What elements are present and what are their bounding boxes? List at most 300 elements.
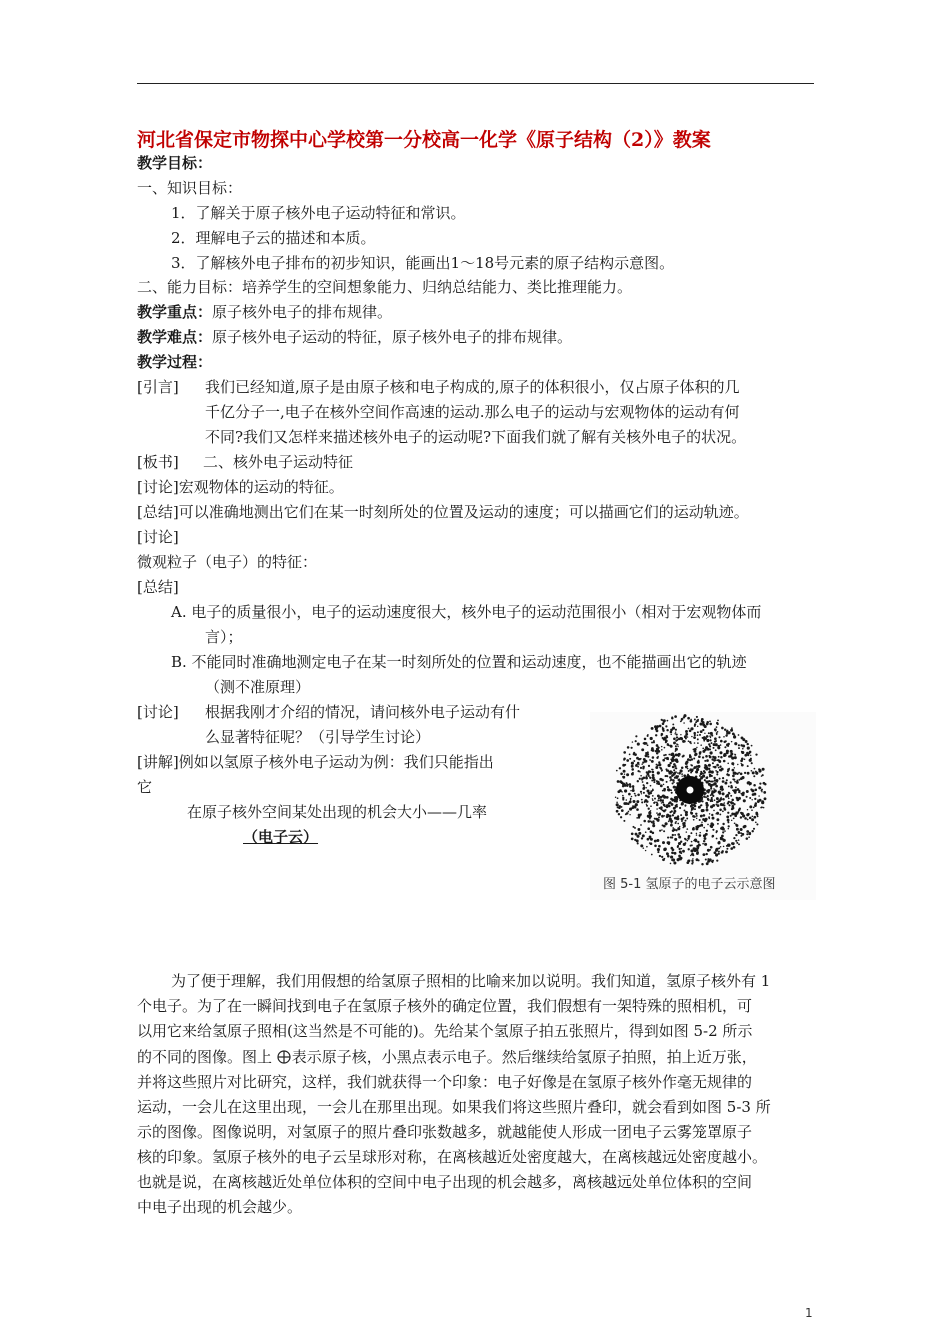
electron-dot (709, 813, 710, 814)
electron-dot (674, 838, 677, 841)
electron-dot (696, 747, 697, 748)
electron-dot (667, 786, 669, 788)
electron-dot (650, 737, 653, 740)
point-b-line-2: （测不准原理） (205, 678, 311, 696)
electron-dot (651, 780, 653, 782)
electron-dot (761, 789, 763, 791)
knowledge-item-1: 1．了解关于原子核外电子运动特征和常识。 (171, 204, 466, 222)
electron-dot (634, 827, 636, 829)
electron-dot (645, 850, 646, 851)
electron-dot (661, 815, 664, 818)
electron-dot (755, 772, 758, 775)
electron-dot (712, 862, 714, 864)
electron-dot (678, 836, 681, 839)
electron-dot (748, 832, 751, 835)
electron-dot (616, 802, 618, 804)
electron-dot (737, 764, 738, 765)
electron-dot (697, 841, 699, 843)
electron-dot (631, 838, 634, 841)
electron-dot (716, 830, 718, 832)
electron-dot (647, 756, 649, 758)
electron-dot (690, 720, 693, 723)
electron-dot (626, 799, 628, 801)
electron-dot (694, 808, 696, 810)
electron-dot (731, 727, 733, 729)
electron-dot (691, 736, 692, 737)
electron-dot (705, 746, 708, 749)
electron-dot (720, 788, 722, 790)
electron-dot (746, 790, 749, 793)
electron-dot (672, 758, 674, 760)
electron-dot (738, 832, 740, 834)
electron-dot (705, 818, 708, 821)
electron-dot (635, 795, 637, 797)
electron-dot (679, 851, 682, 854)
electron-dot (674, 715, 677, 718)
electron-dot (684, 810, 686, 812)
electron-dot (723, 754, 726, 757)
process-heading: 教学过程： (137, 353, 213, 371)
electron-dot (754, 798, 756, 800)
electron-dot (719, 809, 722, 812)
electron-dot (711, 797, 713, 799)
electron-dot (700, 777, 703, 780)
electron-dot (710, 751, 712, 753)
electron-dot (684, 842, 686, 844)
electron-dot (747, 809, 748, 810)
electron-dot (728, 825, 730, 827)
electron-dot (727, 802, 729, 804)
electron-dot (664, 815, 665, 816)
electron-dot (723, 846, 725, 848)
electron-dot (688, 848, 690, 850)
electron-dot (716, 759, 718, 761)
electron-dot (627, 802, 630, 805)
electron-dot (658, 761, 660, 763)
electron-dot (681, 848, 682, 849)
electron-dot (687, 837, 689, 839)
electron-dot (746, 837, 749, 840)
electron-dot (665, 725, 667, 727)
electron-dot (740, 816, 742, 818)
electron-dot (626, 812, 629, 815)
electron-dot (645, 754, 648, 757)
electron-dot (710, 739, 712, 741)
electron-dot (674, 817, 677, 820)
electron-dot (734, 781, 736, 783)
difficult-points-label: 教学难点： (137, 328, 213, 346)
electron-dot (706, 862, 709, 865)
electron-dot (672, 727, 675, 730)
electron-dot (687, 768, 689, 770)
electron-dot (753, 828, 755, 830)
electron-dot (702, 729, 704, 731)
electron-dot (649, 771, 651, 773)
electron-dot (700, 824, 703, 827)
summary-1 (137, 502, 749, 522)
para-line-10: 中电子出现的机会越少。 (137, 1198, 303, 1216)
electron-dot (671, 810, 673, 812)
electron-dot (717, 746, 720, 749)
electron-dot (690, 727, 693, 730)
electron-dot (677, 776, 679, 778)
electron-dot (634, 793, 636, 795)
electron-dot (720, 744, 722, 746)
electron-dot (702, 724, 705, 727)
electron-dot (716, 801, 719, 804)
electron-dot (637, 780, 639, 782)
electron-dot (681, 720, 682, 721)
electron-dot (656, 757, 658, 759)
electron-dot (716, 860, 718, 862)
electron-dot (636, 817, 638, 819)
electron-dot (712, 800, 714, 802)
para-line-2: 个电子。为了在一瞬间找到电子在氢原子核外的确定位置，我们假想有一架特殊的照相机，可 (137, 997, 753, 1015)
electron-dot (692, 807, 695, 810)
electron-dot (654, 798, 656, 800)
electron-dot (746, 796, 748, 798)
electron-dot (666, 729, 668, 731)
electron-dot (669, 818, 672, 821)
electron-dot (675, 745, 677, 747)
electron-dot (697, 731, 699, 733)
electron-dot (637, 793, 640, 796)
electron-dot (733, 846, 736, 849)
electron-dot (668, 764, 671, 767)
electron-dot (710, 825, 713, 828)
electron-dot (678, 753, 681, 756)
electron-dot (672, 766, 675, 769)
electron-dot (718, 767, 720, 769)
electron-dot (629, 783, 632, 786)
electron-dot (706, 759, 709, 762)
electron-dot (675, 806, 677, 808)
electron-dot (746, 830, 749, 833)
electron-dot (697, 726, 698, 727)
electron-dot (617, 780, 620, 783)
electron-dot (640, 824, 642, 826)
electron-dot (734, 737, 736, 739)
document-title: 河北省保定市物探中心学校第一分校高一化学《原子结构（2）》教案 (137, 129, 711, 151)
para-line-9: 也就是说，在离核越近处单位体积的空间中电子出现的机会越多，离核越远处单位体积的空间 (137, 1173, 753, 1191)
electron-dot (652, 756, 655, 759)
electron-dot (678, 855, 681, 858)
electron-dot (636, 808, 639, 811)
electron-dot (621, 809, 624, 812)
knowledge-item-2: 2．理解电子云的描述和本质。 (171, 229, 376, 247)
electron-dot (746, 833, 748, 835)
electron-dot (693, 757, 695, 759)
electron-dot (646, 782, 648, 784)
electron-dot (656, 744, 659, 747)
electron-dot (699, 834, 702, 837)
electron-dot (650, 785, 652, 787)
electron-dot (681, 821, 682, 822)
electron-dot (675, 748, 678, 751)
electron-dot (734, 767, 735, 768)
electron-dot (741, 812, 744, 815)
electron-dot (725, 734, 727, 736)
discussion-1-text: 宏观物体的运动的特征。 (178, 478, 344, 496)
electron-dot (699, 753, 701, 755)
electron-dot (663, 830, 665, 832)
electron-dot (659, 796, 662, 799)
electron-dot (658, 750, 661, 753)
electron-dot (637, 828, 640, 831)
point-a-line-2: 言）； (205, 628, 243, 646)
electron-dot (685, 761, 688, 764)
electron-dot (697, 761, 700, 764)
electron-dot (715, 785, 718, 788)
electron-dot (656, 764, 658, 766)
electron-dot (730, 847, 733, 850)
electron-dot (620, 772, 623, 775)
electron-dot (703, 814, 706, 817)
electron-dot (630, 790, 631, 791)
discussion-3-line-2: 么显著特征呢？（引导学生讨论） (205, 728, 431, 746)
electron-dot (757, 815, 759, 817)
electron-dot (713, 759, 716, 762)
electron-dot (674, 790, 676, 792)
electron-dot (712, 817, 715, 820)
electron-dot (723, 760, 726, 763)
electron-dot (726, 779, 728, 781)
electron-dot (648, 765, 650, 767)
electron-dot (673, 828, 676, 831)
electron-dot (730, 795, 732, 797)
electron-dot (639, 778, 641, 780)
electron-dot (722, 810, 724, 812)
electron-dot (631, 768, 634, 771)
electron-dot (674, 765, 676, 767)
explain-line-1 (137, 752, 494, 772)
electron-dot (740, 832, 742, 834)
electron-dot (648, 811, 651, 814)
electron-dot (740, 835, 742, 837)
electron-dot (742, 748, 744, 750)
electron-dot (661, 746, 662, 747)
electron-dot (715, 770, 717, 772)
figure-caption: 图 5-1 氢原子的电子云示意图 (603, 877, 776, 892)
electron-dot (648, 816, 651, 819)
electron-dot (727, 796, 729, 798)
electron-dot (712, 836, 714, 838)
electron-dot (622, 764, 625, 767)
electron-dot (724, 728, 726, 730)
electron-dot (712, 829, 714, 831)
electron-dot (678, 738, 681, 741)
electron-dot (753, 806, 755, 808)
electron-dot (696, 716, 698, 718)
electron-dot (673, 769, 675, 771)
electron-dot (646, 805, 648, 807)
electron-dot (672, 723, 674, 725)
electron-dot (736, 824, 739, 827)
electron-dot (721, 826, 724, 829)
electron-dot (687, 717, 690, 720)
electron-dot (653, 802, 655, 804)
electron-dot (708, 764, 711, 767)
electron-dot (638, 764, 639, 765)
electron-dot (755, 821, 757, 823)
electron-dot (702, 843, 704, 845)
electron-dot (704, 733, 705, 734)
electron-dot (663, 789, 665, 791)
electron-dot (657, 819, 659, 821)
electron-dot (621, 781, 624, 784)
electron-dot (663, 825, 666, 828)
electron-dot (731, 741, 733, 743)
electron-dot (641, 779, 643, 781)
electron-dot (667, 758, 669, 760)
electron-dot (651, 741, 653, 743)
electron-dot (680, 734, 681, 735)
electron-dot (664, 757, 666, 759)
electron-dot (734, 822, 736, 824)
electron-dot (646, 846, 648, 848)
electron-dot (714, 779, 717, 782)
electron-dot (701, 809, 704, 812)
electron-dot (706, 776, 708, 778)
electron-dot (634, 806, 636, 808)
electron-dot (747, 772, 750, 775)
intro-line-2: 千亿分子一,电子在核外空间作高速的运动.那么电子的运动与宏观物体的运动有何 (205, 403, 740, 421)
electron-dot (723, 741, 725, 743)
electron-dot (705, 858, 707, 860)
electron-dot (749, 805, 752, 808)
electron-dot (751, 818, 754, 821)
electron-dot (643, 847, 645, 849)
electron-dot (750, 788, 752, 790)
electron-dot (695, 721, 697, 723)
electron-dot (687, 840, 689, 842)
electron-dot (741, 758, 744, 761)
electron-dot (656, 730, 659, 733)
electron-dot (641, 799, 643, 801)
electron-dot (663, 738, 666, 741)
electron-dot (710, 781, 712, 783)
electron-dot (703, 770, 705, 772)
electron-dot (761, 791, 762, 792)
electron-dot (714, 799, 716, 801)
electron-dot (713, 766, 715, 768)
electron-dot (751, 762, 753, 764)
electron-dot (720, 797, 722, 799)
electron-dot (647, 744, 649, 746)
electron-dot (666, 816, 669, 819)
electron-dot (753, 775, 755, 777)
electron-dot (700, 815, 703, 818)
electron-dot (762, 774, 764, 776)
electron-dot (684, 804, 686, 806)
electron-dot (708, 818, 710, 820)
electron-dot (744, 825, 747, 828)
electron-dot (724, 802, 726, 804)
electron-dot (696, 834, 697, 835)
para-line-3: 以用它来给氢原子照相(这当然是不可能的)。先给某个氢原子拍五张照片，得到如图 5-2 所示 (137, 1022, 753, 1040)
discussion-2-tag: [讨论] (137, 528, 179, 546)
electron-dot (616, 810, 619, 813)
electron-dot (618, 813, 620, 815)
electron-dot (733, 764, 734, 765)
electron-dot (623, 751, 626, 754)
electron-dot (643, 792, 645, 794)
electron-dot (617, 797, 619, 799)
page-number: 1 (805, 1306, 813, 1320)
electron-dot (749, 759, 752, 762)
electron-dot (658, 813, 661, 816)
para-line-5: 并将这些照片对比研究，这样，我们就获得一个印象：电子好像是在氢原子核外作毫无规律的 (137, 1073, 753, 1091)
electron-dot (661, 802, 662, 803)
electron-dot (662, 759, 665, 762)
electron-dot (677, 744, 679, 746)
electron-dot (682, 850, 685, 853)
intro-line-1: 我们已经知道,原子是由原子核和电子构成的,原子的体积很小，仅占原子体积的几 (205, 378, 740, 396)
electron-dot (723, 736, 725, 738)
electron-dot (652, 795, 654, 797)
electron-dot (645, 831, 647, 833)
para-line-4-rest: 表示原子核，小黑点表示电子。然后继续给氢原子拍照，拍上近万张， (291, 1048, 757, 1066)
electron-dot (625, 782, 627, 784)
electron-dot (701, 863, 703, 865)
electron-dot (725, 850, 728, 853)
electron-dot (712, 804, 715, 807)
electron-dot (693, 819, 695, 821)
summary-2-tag: [总结] (137, 578, 179, 596)
electron-dot (722, 798, 725, 801)
electron-dot (627, 746, 630, 749)
electron-dot (661, 779, 664, 782)
electron-dot (747, 819, 749, 821)
electron-dot (711, 790, 714, 793)
electron-dot (636, 800, 639, 803)
electron-dot (681, 766, 684, 769)
electron-dot (721, 788, 724, 791)
electron-dot (732, 775, 735, 778)
electron-dot (631, 762, 634, 765)
electron-dot (744, 818, 746, 820)
electron-dot (622, 797, 624, 799)
electron-dot (685, 820, 687, 822)
para-line-1: 为了便于理解，我们用假想的给氢原子照相的比喻来加以说明。我们知道，氢原子核外有 1 (171, 972, 771, 990)
electron-dot (675, 754, 678, 757)
electron-dot (749, 817, 752, 820)
electron-dot (670, 824, 673, 827)
electron-dot (685, 838, 687, 840)
electron-dot (697, 742, 699, 744)
electron-dot (704, 760, 706, 762)
electron-dot (734, 742, 737, 745)
electron-dot (635, 803, 638, 806)
electron-dot (623, 820, 625, 822)
electron-dot (690, 832, 692, 834)
electron-dot (622, 785, 624, 787)
electron-dot (648, 773, 650, 775)
electron-dot (651, 854, 653, 856)
electron-dot (693, 750, 696, 753)
electron-dot (700, 730, 703, 733)
electron-dot (716, 812, 719, 815)
electron-dot (715, 729, 717, 731)
electron-dot (718, 847, 720, 849)
electron-dot (718, 760, 721, 763)
electron-dot (672, 799, 675, 802)
electron-dot (698, 859, 700, 861)
electron-dot (643, 787, 646, 790)
electron-dot (626, 785, 628, 787)
electron-dot (761, 801, 764, 804)
electron-dot (671, 836, 673, 838)
